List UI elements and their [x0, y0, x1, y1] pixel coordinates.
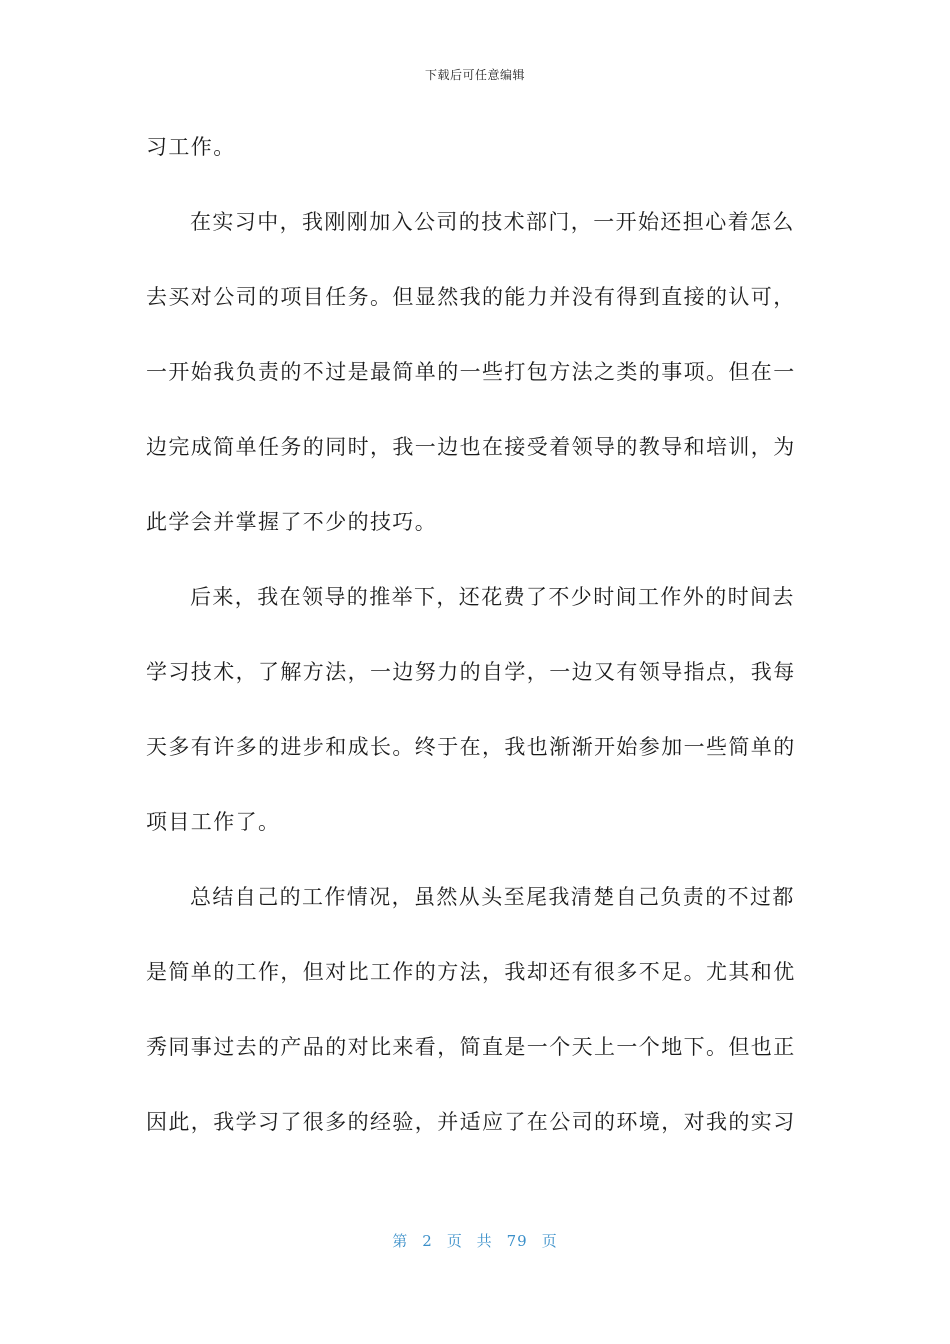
text-line: 学习技术，了解方法，一边努力的自学，一边又有领导指点，我每: [146, 660, 796, 684]
footer-prefix: 第: [392, 1232, 409, 1250]
footer-middle: 页 共: [446, 1232, 493, 1250]
text-line: 天多有许多的进步和成长。终于在，我也渐渐开始参加一些简单的: [146, 735, 796, 759]
page-header: [0, 66, 950, 83]
text-line: 后来，我在领导的推举下，还花费了不少时间工作外的时间去: [190, 585, 795, 609]
current-page-number: 2: [422, 1232, 433, 1250]
text-line: 在实习中，我刚刚加入公司的技术部门，一开始还担心着怎么: [190, 210, 795, 234]
text-line: 是简单的工作，但对比工作的方法，我却还有很多不足。尤其和优: [146, 960, 796, 984]
document-body: [146, 118, 794, 1168]
footer-suffix: 页: [541, 1232, 558, 1250]
text-line: 去买对公司的项目任务。但显然我的能力并没有得到直接的认可，: [146, 285, 796, 309]
text-line: 总结自己的工作情况，虽然从头至尾我清楚自己负责的不过都: [190, 885, 795, 909]
text-line: 因此，我学习了很多的经验，并适应了在公司的环境，对我的实习: [146, 1110, 796, 1134]
text-line: 项目工作了。: [146, 810, 281, 834]
header-text: 下载后可任意编辑: [424, 68, 525, 82]
total-page-count: 79: [506, 1232, 528, 1250]
page-footer: [0, 1230, 950, 1251]
text-line: 习工作。: [146, 135, 236, 159]
text-line: 秀同事过去的产品的对比来看，简直是一个天上一个地下。但也正: [146, 1035, 796, 1059]
text-line: 边完成简单任务的同时，我一边也在接受着领导的教导和培训，为: [146, 435, 796, 459]
text-line: 此学会并掌握了不少的技巧。: [146, 510, 438, 534]
text-line: 一开始我负责的不过是最简单的一些打包方法之类的事项。但在一: [146, 360, 796, 384]
